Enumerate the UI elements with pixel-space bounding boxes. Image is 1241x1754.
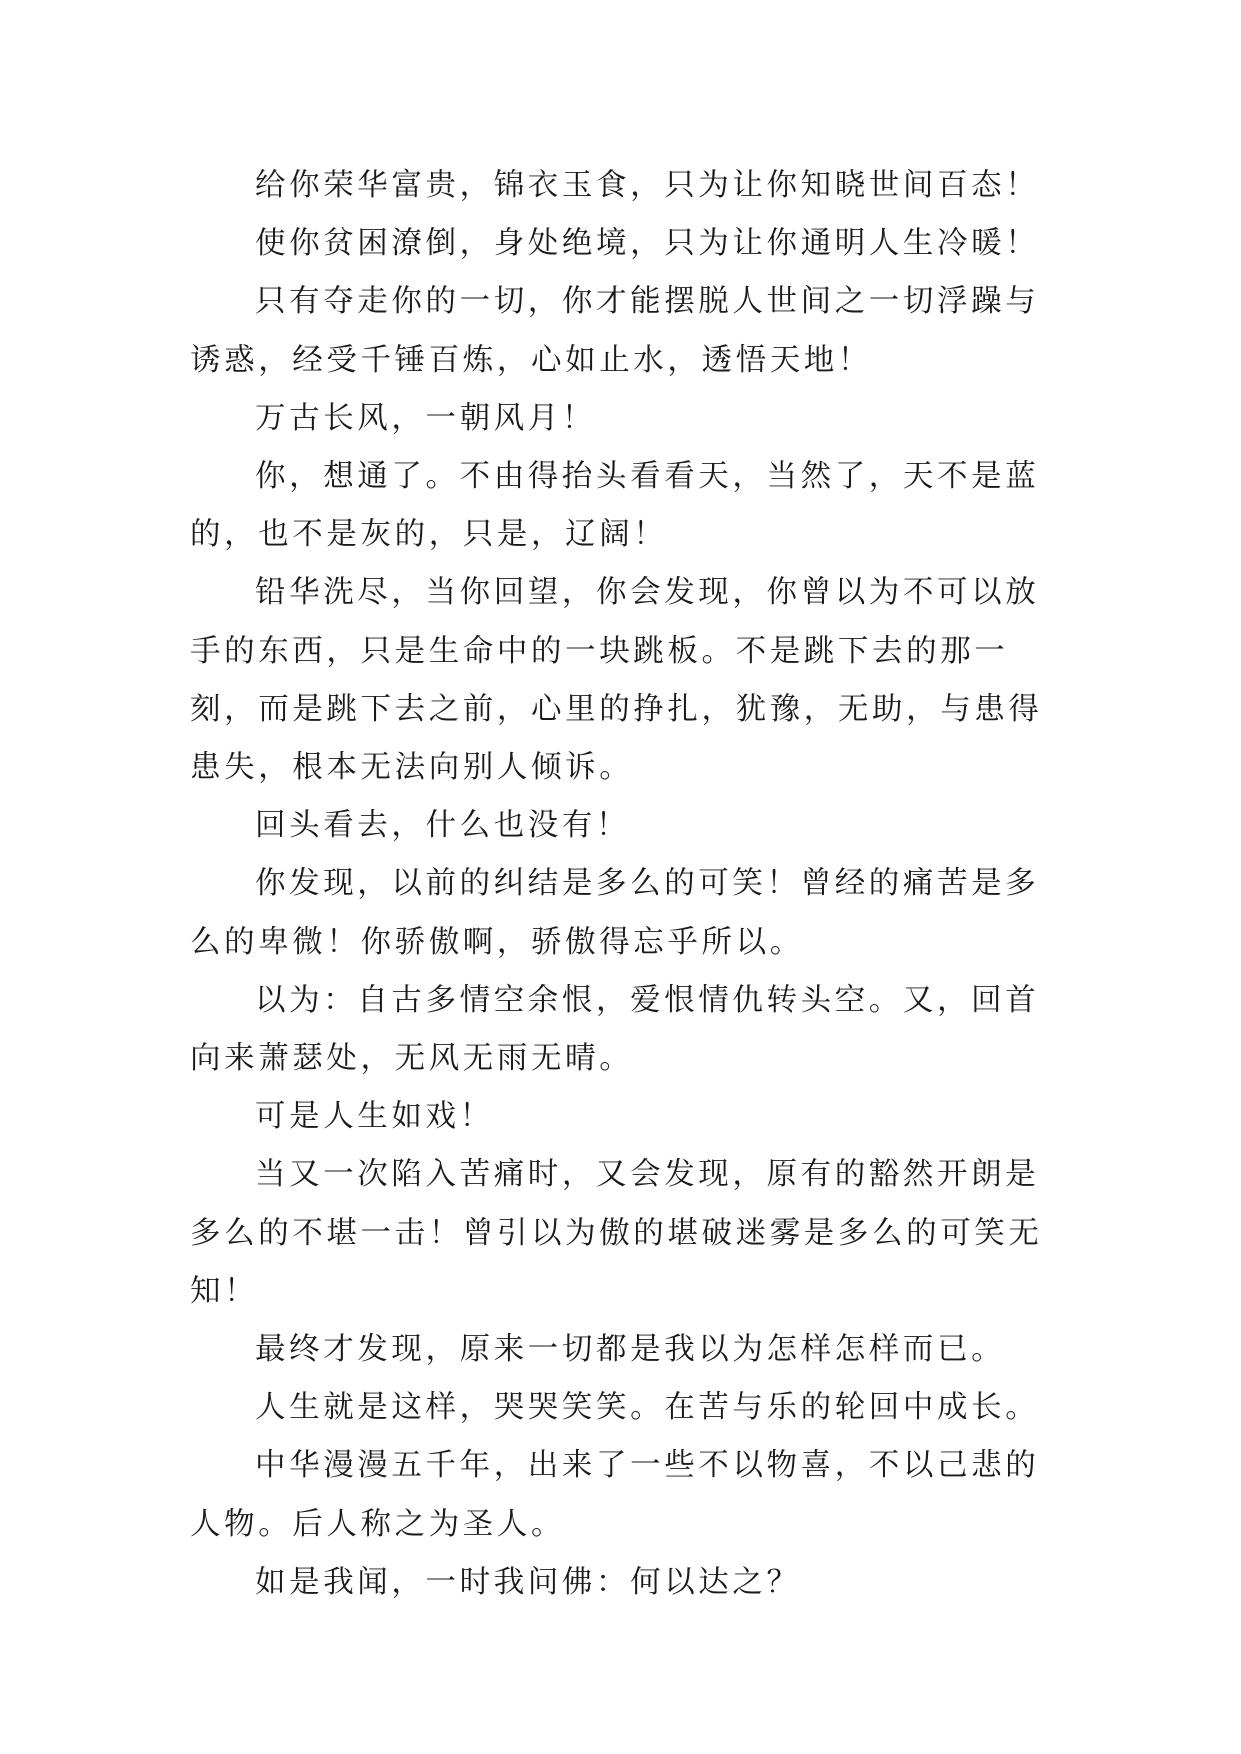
paragraph: 使你贫困潦倒，身处绝境，只为让你通明人生冷暖！ xyxy=(255,226,1040,262)
paragraph: 最终才发现，原来一切都是我以为怎样怎样而已。 xyxy=(255,1332,1006,1368)
paragraph: 中华漫漫五千年，出来了一些不以物喜，不以己悲的人物。后人称之为圣人。 xyxy=(190,1448,1040,1542)
paragraph: 以为：自古多情空余恨，爱恨情仇转头空。又，回首向来萧瑟处，无风无雨无晴。 xyxy=(190,982,1040,1077)
paragraph: 你，想通了。不由得抬头看看天，当然了，天不是蓝的，也不是灰的，只是，辽阔！ xyxy=(190,459,1040,553)
document-body xyxy=(190,157,1060,1612)
paragraph: 人生就是这样，哭哭笑笑。在苦与乐的轮回中成长。 xyxy=(255,1390,1040,1426)
paragraph: 给你荣华富贵，锦衣玉食，只为让你知晓世间百态！ xyxy=(255,168,1040,203)
paragraph: 铅华洗尽，当你回望，你会发现，你曾以为不可以放手的东西，只是生命中的一块跳板。不是跳下去的那一刻，而是跳下去之前，心里的挣扎，犹豫，无助，与患得患失，根本无法向别人倾诉。 xyxy=(190,575,1043,786)
paragraph: 可是人生如戏！ xyxy=(255,1099,494,1135)
paragraph: 回头看去，什么也没有！ xyxy=(255,808,631,844)
paragraph: 万古长风，一朝风月！ xyxy=(255,400,596,436)
paragraph: 当又一次陷入苦痛时，又会发现，原有的豁然开朗是多么的不堪一击！曾引以为傲的堪破迷雾是多么的可笑无知！ xyxy=(190,1157,1043,1309)
paragraph: 只有夺走你的一切，你才能摆脱人世间之一切浮躁与诱惑，经受千锤百炼，心如止水，透悟天地！ xyxy=(190,284,1040,378)
paragraph: 如是我闻，一时我问佛：何以达之？ xyxy=(255,1564,801,1600)
paragraph: 你发现，以前的纠结是多么的可笑！曾经的痛苦是多么的卑微！你骄傲啊，骄傲得忘乎所以。 xyxy=(190,866,1040,960)
